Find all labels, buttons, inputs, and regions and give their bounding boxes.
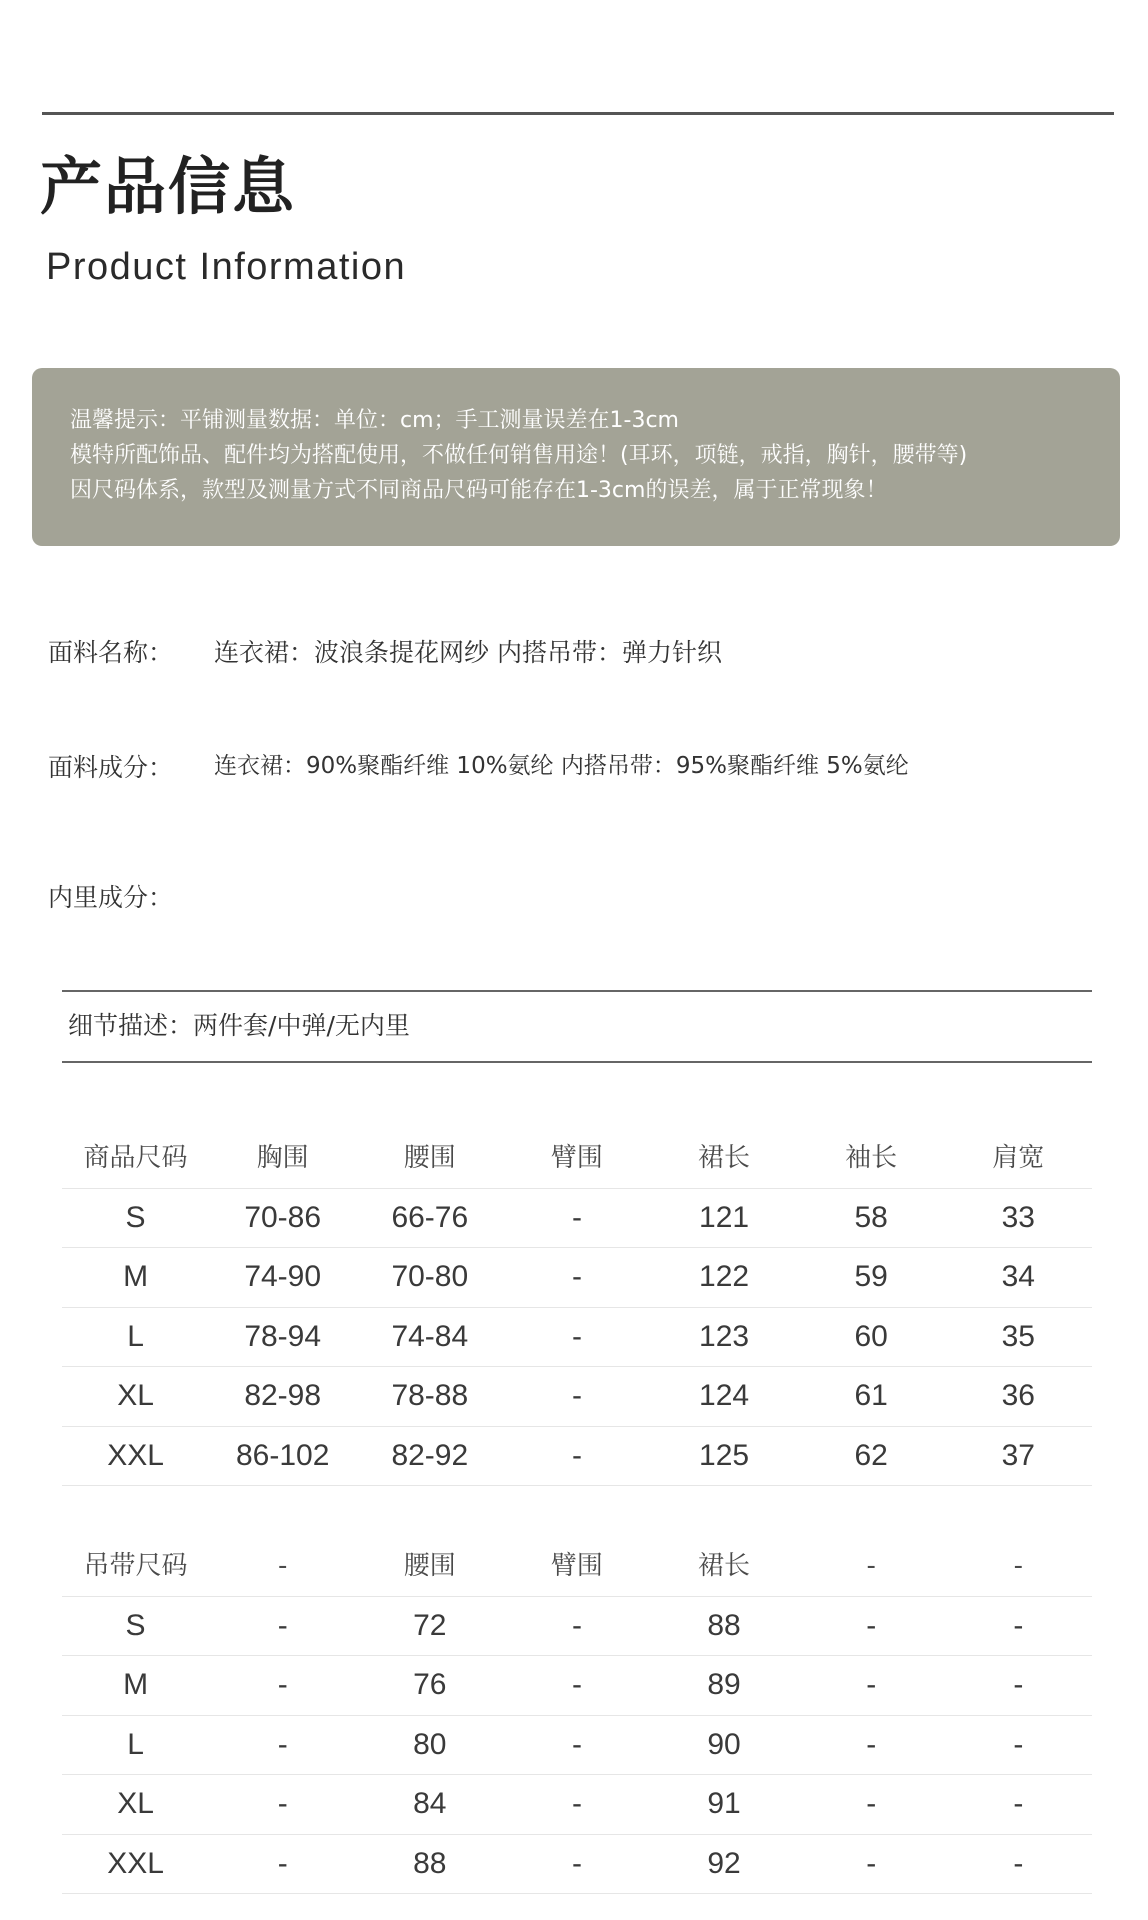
table-cell: - [866,1608,877,1642]
table-row [62,1248,1092,1308]
table-cell: 74-90 [244,1260,322,1293]
table-cell: 91 [707,1787,741,1820]
table-cell: 122 [699,1260,750,1293]
table-cell: L [127,1727,144,1761]
table-cell: - [571,1438,582,1472]
table-cell: - [571,1200,582,1234]
table-header-cell: 裙长 [698,1551,751,1581]
table-cell: 61 [854,1379,888,1412]
fabric-name-row [48,638,722,667]
table-cell: 88 [413,1846,447,1880]
table-cell: 72 [413,1608,447,1642]
table-cell: - [1013,1608,1024,1642]
table-cell: 70-80 [391,1260,469,1293]
table-cell: 34 [1001,1260,1035,1293]
page-subtitle: Product Information [46,246,407,288]
table-header-cell: 肩宽 [992,1143,1045,1173]
table-cell: 33 [1001,1200,1035,1234]
details-row [68,1013,410,1038]
table-cell: - [1013,1668,1024,1701]
table-cell: - [571,1668,582,1701]
table-row [62,1189,1092,1249]
notice-line: 温馨提示：平铺测量数据：单位：cm；手工测量误差在1-3cm [70,408,679,433]
table-cell: XXL [107,1438,164,1472]
table-cell: 74-84 [391,1319,469,1353]
table-cell: - [277,1727,288,1761]
table-cell: - [571,1727,582,1761]
table-cell: 92 [707,1846,741,1880]
table-row [62,1308,1092,1368]
table-cell: 123 [699,1319,750,1353]
table-row [62,1835,1092,1895]
table-cell: - [277,1787,288,1820]
table-cell: 66-76 [391,1200,469,1234]
details-label: 细节描述： [68,1011,194,1040]
detail-top-divider [62,990,1092,992]
page-title: 产品信息 [40,150,297,223]
table-header-cell: - [1013,1551,1023,1581]
table-cell: 78-88 [391,1379,469,1412]
lining-row [48,885,173,910]
table-row [62,1775,1092,1835]
table-cell: 59 [854,1260,888,1293]
table-cell: 88 [707,1608,741,1642]
table-cell: - [571,1319,582,1353]
details-value: 两件套/中弹/无内里 [193,1011,410,1040]
table-cell: - [1013,1727,1024,1761]
table-cell: - [571,1846,582,1880]
table-cell: - [1013,1787,1024,1820]
table-cell: 58 [854,1200,888,1234]
table-cell: S [125,1200,146,1234]
table-cell: 76 [413,1668,447,1701]
fabric-composition-label: 面料成分： [48,753,174,782]
notice-line: 因尺码体系，款型及测量方式不同商品尺码可能存在1-3cm的误差，属于正常现象！ [70,478,888,503]
table-header-cell: 裙长 [698,1143,751,1173]
table-cell: XL [117,1379,154,1412]
table-header-row [62,1537,1092,1597]
table-cell: 82-98 [244,1379,322,1412]
table-cell: 82-92 [391,1438,469,1472]
table-cell: - [866,1727,877,1761]
table-cell: 90 [707,1727,741,1761]
fabric-composition-row [48,753,909,782]
table-cell: - [1013,1846,1024,1880]
table-row [62,1656,1092,1716]
table-cell: - [571,1260,582,1293]
fabric-composition-value: 连衣裙：90%聚酯纤维 10%氨纶 内搭吊带：95%聚酯纤维 5%氨纶 [214,753,909,779]
table-header-cell: 臂围 [550,1143,603,1173]
table-cell: - [277,1608,288,1642]
table-cell: - [866,1787,877,1820]
camisole-size-table [62,1537,1092,1894]
table-cell: 35 [1001,1319,1035,1353]
table-cell: - [866,1668,877,1701]
notice-line: 模特所配饰品、配件均为搭配使用，不做任何销售用途！(耳环，项链，戒指，胸针，腰带等) [70,443,968,468]
table-cell: M [123,1260,149,1293]
table-cell: 84 [413,1787,447,1820]
table-cell: M [123,1668,149,1701]
table-cell: 125 [699,1438,750,1472]
table-cell: 70-86 [244,1200,322,1234]
table-header-cell: 腰围 [403,1551,456,1581]
table-cell: 60 [854,1319,888,1353]
table-row [62,1597,1092,1657]
table-header-cell: 腰围 [403,1143,456,1173]
notice-box [32,368,1120,546]
table-cell: 124 [699,1379,750,1412]
fabric-name-value: 连衣裙：波浪条提花网纱 内搭吊带：弹力针织 [214,638,722,667]
table-header-cell: 臂围 [550,1551,603,1581]
table-header-cell: - [277,1551,288,1581]
table-cell: 62 [854,1438,888,1472]
table-cell: 86-102 [235,1438,330,1472]
table-cell: - [571,1787,582,1820]
table-header-cell: - [866,1551,876,1581]
table-cell: - [866,1846,877,1880]
table-cell: 89 [707,1668,741,1701]
table-cell: 36 [1001,1379,1035,1412]
table-cell: XXL [107,1846,164,1880]
table-cell: 121 [699,1200,750,1234]
table-cell: - [277,1846,288,1880]
table-cell: XL [117,1787,154,1820]
table-cell: - [277,1668,288,1701]
top-divider [42,112,1114,115]
fabric-name-label: 面料名称： [48,638,174,667]
table-cell: 80 [413,1727,447,1761]
table-cell: 78-94 [244,1319,322,1353]
size-table [62,1129,1092,1486]
table-row [62,1367,1092,1427]
table-cell: - [571,1379,582,1412]
table-header-cell: 胸围 [256,1143,309,1173]
table-header-row [62,1129,1092,1189]
table-cell: - [571,1608,582,1642]
table-cell: 37 [1001,1438,1035,1472]
table-row [62,1716,1092,1776]
table-row [62,1427,1092,1487]
table-header-cell: 袖长 [845,1143,898,1173]
table-cell: S [125,1608,146,1642]
table-header-cell: 吊带尺码 [83,1551,188,1581]
lining-label: 内里成分： [48,883,174,912]
table-header-cell: 商品尺码 [83,1143,188,1173]
table-cell: L [127,1319,144,1353]
detail-bottom-divider [62,1061,1092,1063]
